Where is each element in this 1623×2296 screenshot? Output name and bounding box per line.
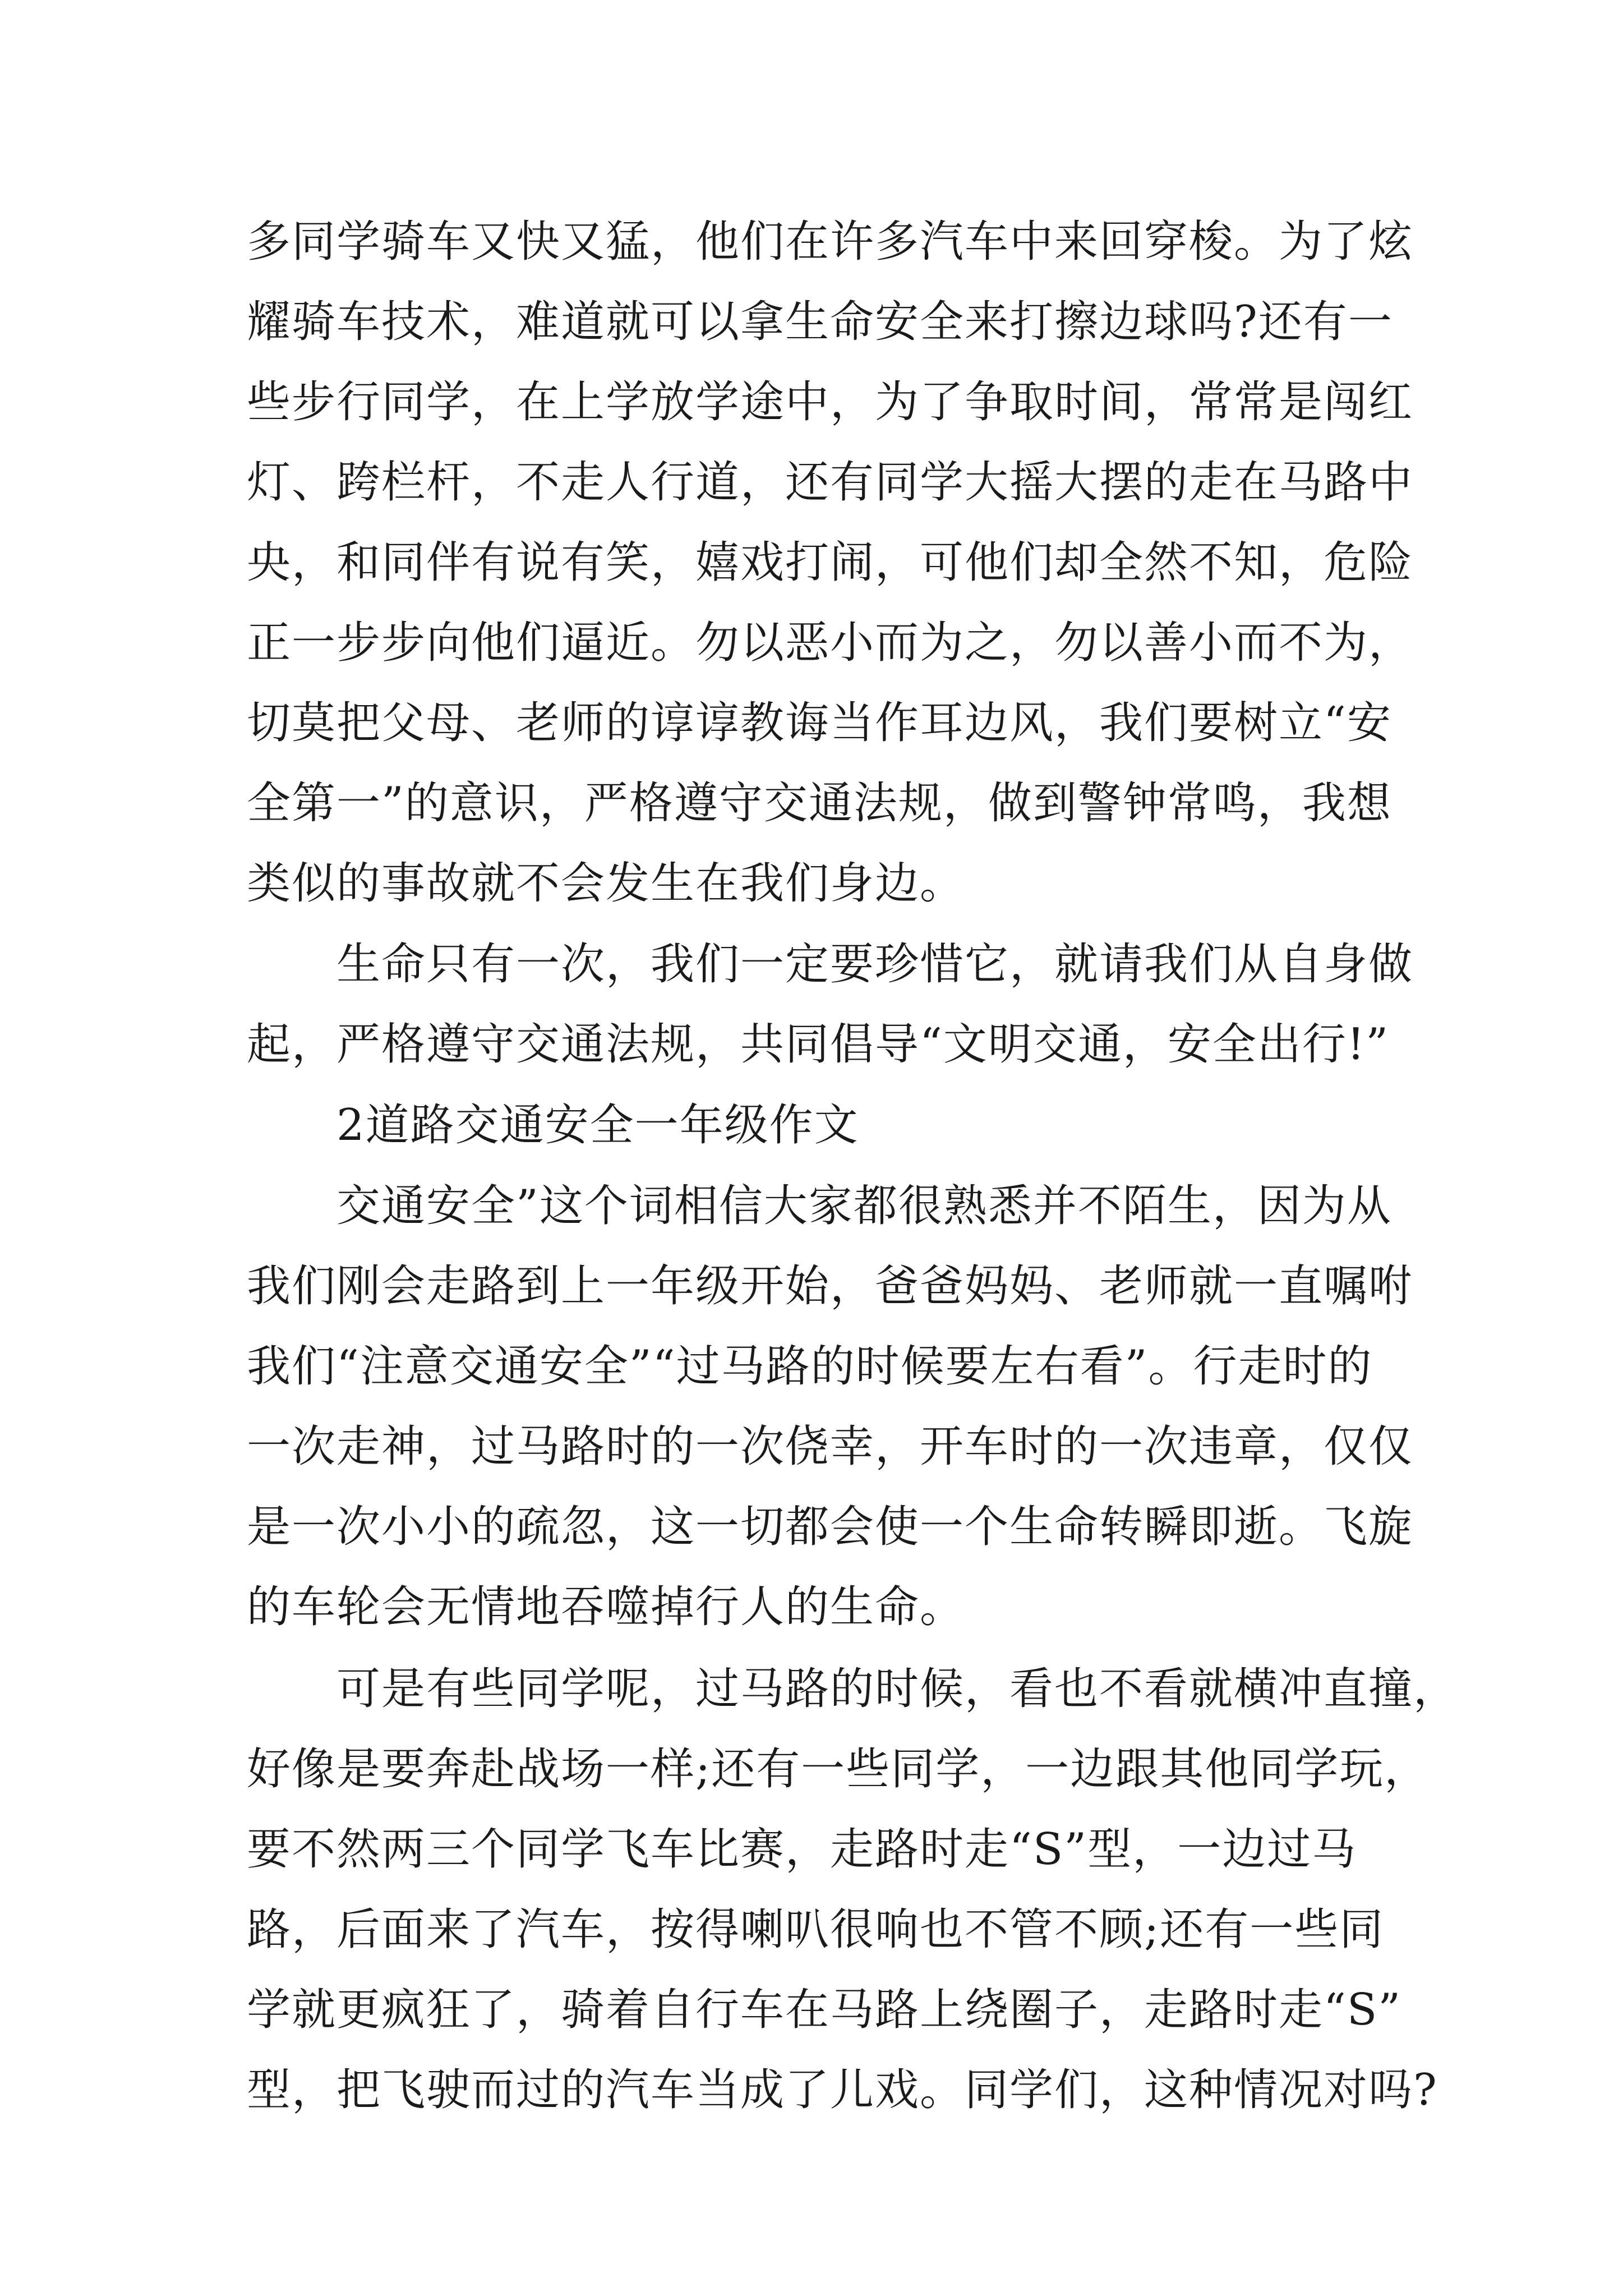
section-heading: 2道路交通安全一年级作文 [336, 1100, 859, 1151]
text-line: 全第一”的意识，严格遵守交通法规，做到警钟常鸣，我想 [247, 778, 1392, 829]
text-line: 多同学骑车又快又猛，他们在许多汽车中来回穿梭。为了炫 [247, 217, 1414, 267]
text-line: 要不然两三个同学飞车比赛，走路时走“S”型，一边过马 [247, 1824, 1357, 1875]
text-line: 好像是要奔赴战场一样;还有一些同学，一边跟其他同学玩， [247, 1744, 1430, 1795]
text-line: 型，把飞驶而过的汽车当成了儿戏。同学们，这种情况对吗? [247, 2065, 1438, 2115]
text-line: 我们“注意交通安全”“过马路的时候要左右看”。行走时的 [247, 1341, 1373, 1392]
paragraph-start-line: 交通安全”这个词相信大家都很熟悉并不陌生，因为从 [336, 1181, 1392, 1231]
text-line: 一次走神，过马路时的一次侥幸，开车时的一次违章，仅仅 [247, 1421, 1414, 1472]
text-line: 路，后面来了汽车，按得喇叭很响也不管不顾;还有一些同 [247, 1904, 1385, 1955]
text-line: 起，严格遵守交通法规，共同倡导“文明交通，安全出行!” [247, 1019, 1390, 1070]
text-line: 正一步步向他们逼近。勿以恶小而为之，勿以善小而不为， [247, 618, 1414, 668]
text-line: 切莫把父母、老师的谆谆教诲当作耳边风，我们要树立“安 [247, 698, 1392, 748]
text-line: 些步行同学，在上学放学途中，为了争取时间，常常是闯红 [247, 377, 1414, 427]
text-line: 耀骑车技术，难道就可以拿生命安全来打擦边球吗?还有一 [247, 297, 1393, 347]
text-line: 是一次小小的疏忽，这一切都会使一个生命转瞬即逝。飞旋 [247, 1502, 1414, 1552]
text-line: 灯、跨栏杆，不走人行道，还有同学大摇大摆的走在马路中 [247, 457, 1414, 508]
paragraph-start-line: 可是有些同学呢，过马路的时候，看也不看就横冲直撞， [336, 1664, 1459, 1714]
text-line: 类似的事故就不会发生在我们身边。 [247, 858, 965, 909]
text-line: 我们刚会走路到上一年级开始，爸爸妈妈、老师就一直嘱咐 [247, 1261, 1414, 1312]
text-line: 央，和同伴有说有笑，嬉戏打闹，可他们却全然不知，危险 [247, 537, 1414, 588]
text-line: 的车轮会无情地吞噬掉行人的生命。 [247, 1582, 965, 1632]
text-line: 学就更疯狂了，骑着自行车在马路上绕圈子，走路时走“S” [247, 1985, 1402, 2035]
paragraph-start-line: 生命只有一次，我们一定要珍惜它，就请我们从自身做 [336, 939, 1414, 990]
